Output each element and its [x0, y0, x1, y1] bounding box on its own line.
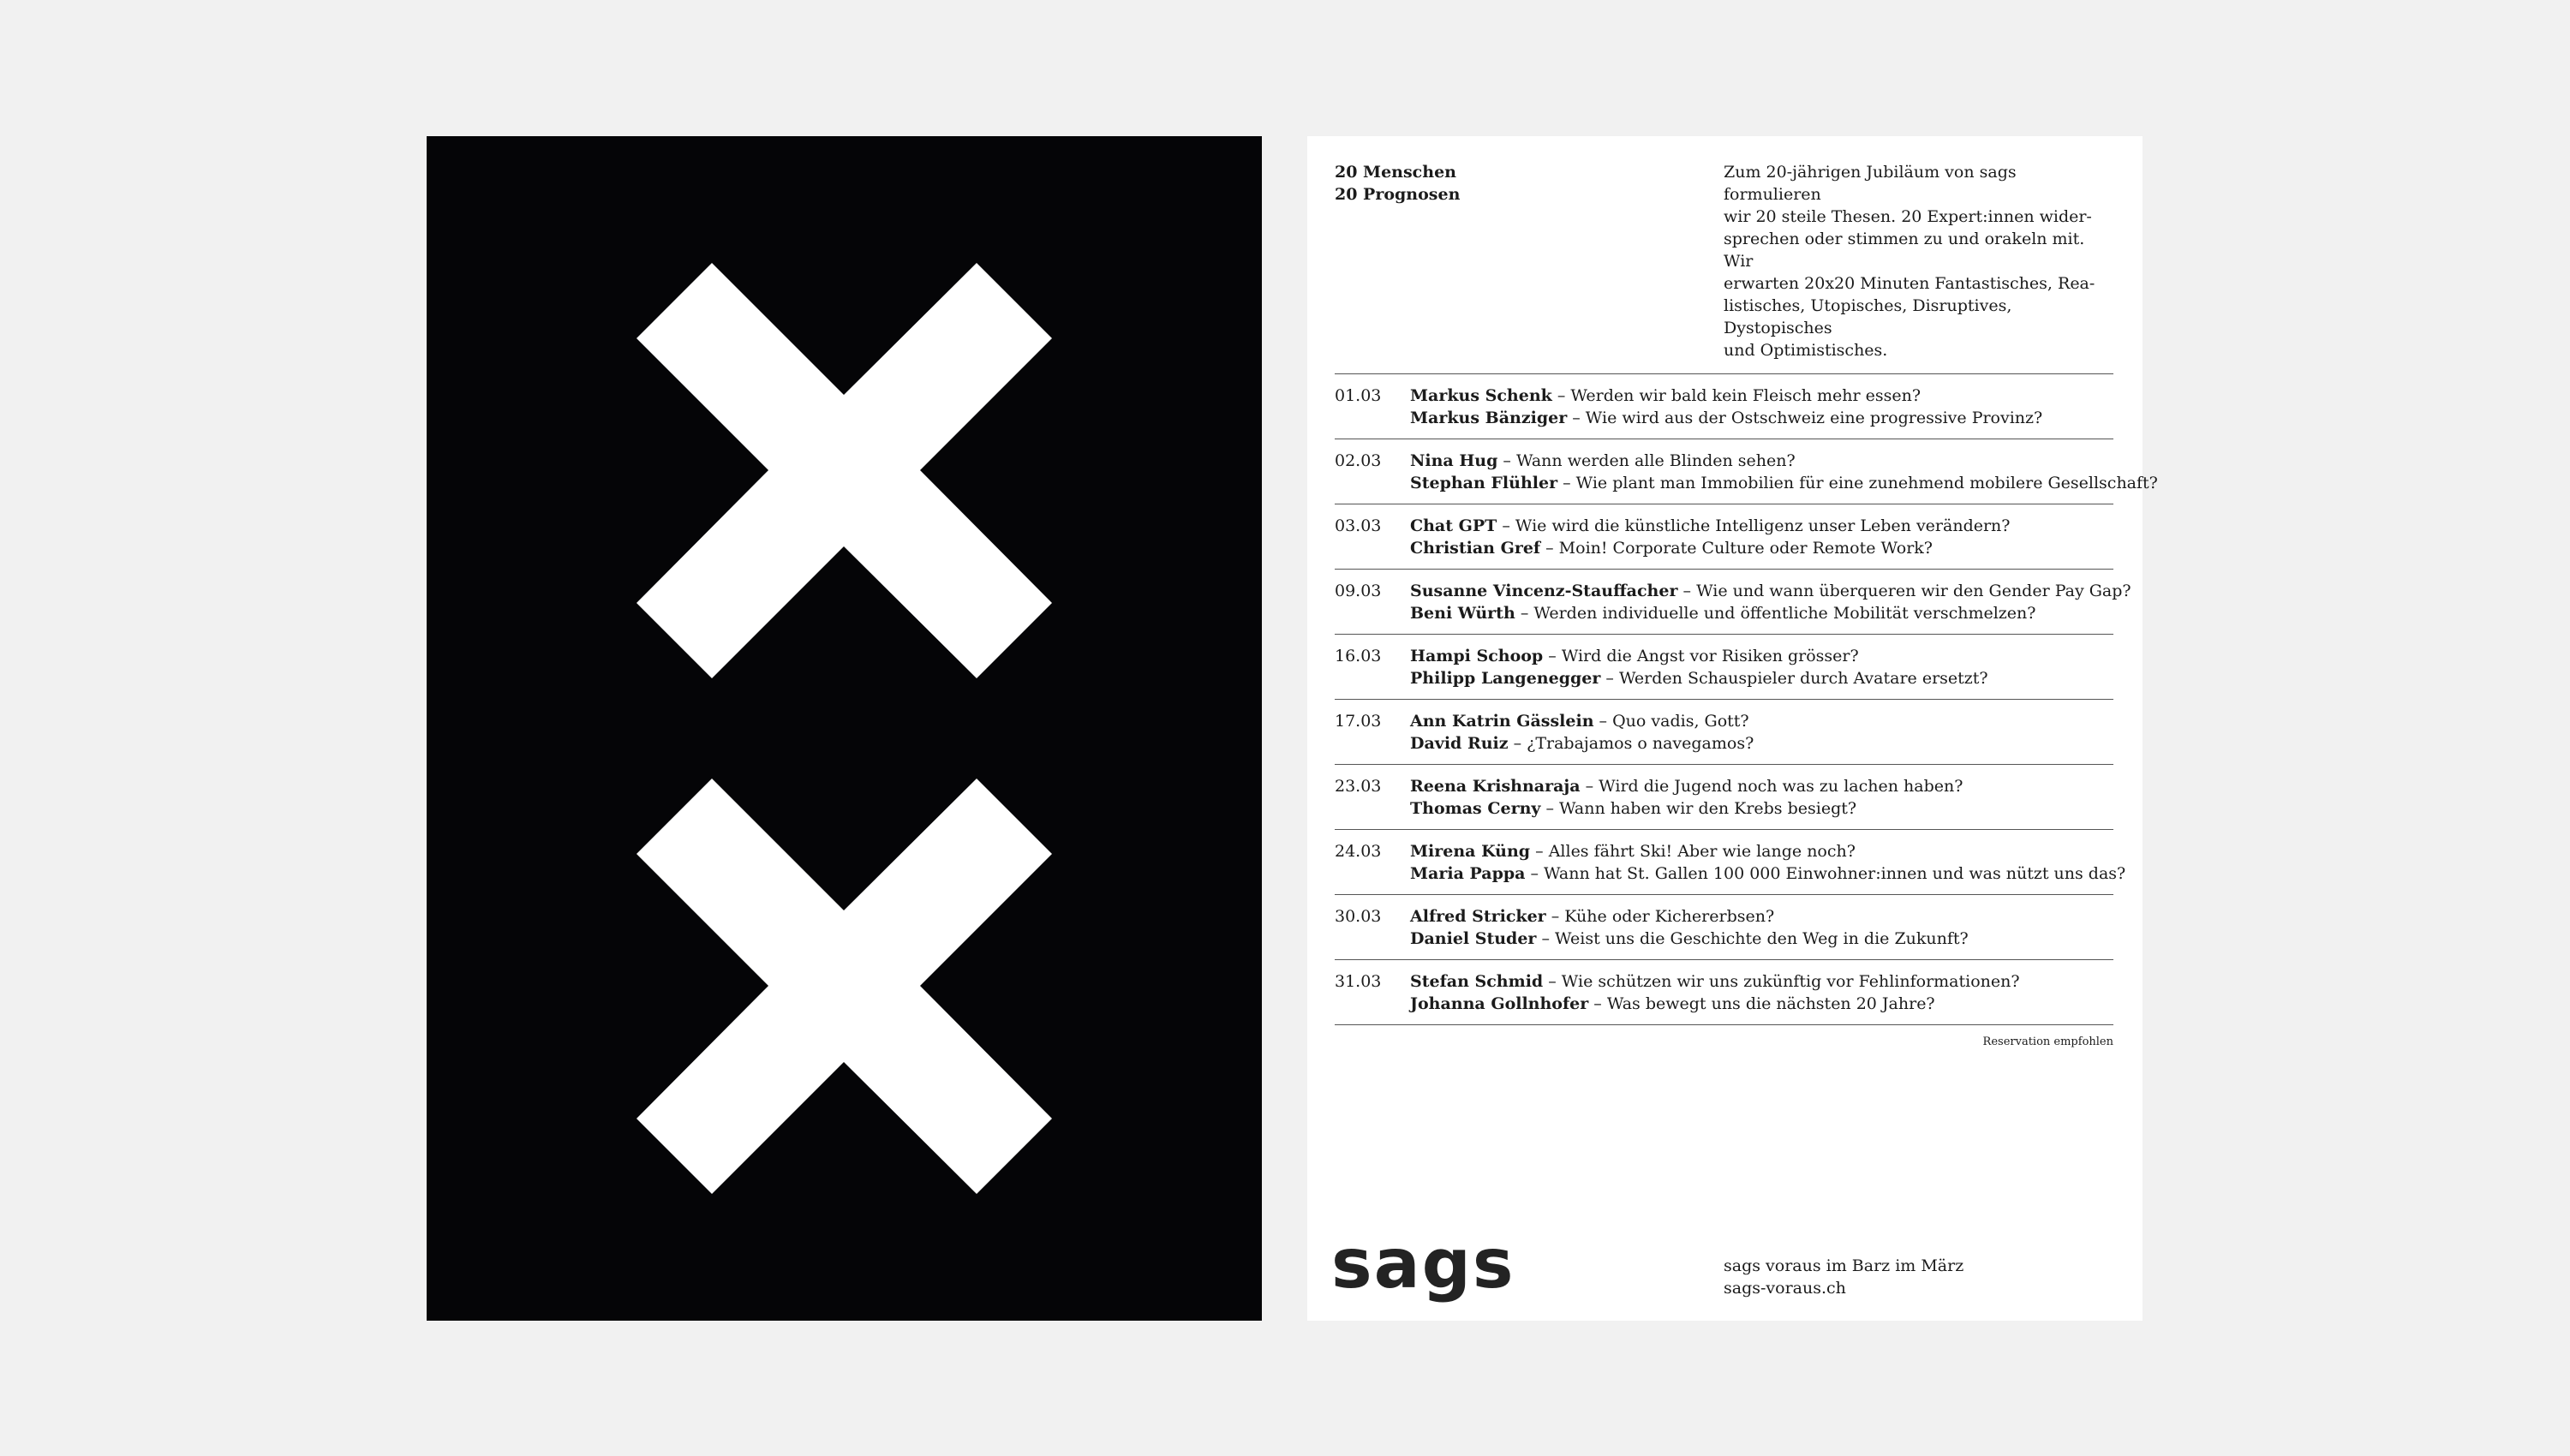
talk-question: – Werden individuelle und öffentliche Mobilität verschmelzen?	[1515, 604, 2036, 623]
intro-line: Zum 20-jährigen Jubiläum von sags formulieren	[1724, 163, 2017, 204]
schedule-date: 24.03	[1335, 842, 1382, 861]
schedule-list	[1335, 373, 2158, 1025]
schedule-row	[1335, 700, 2113, 765]
schedule-talks	[1410, 515, 2010, 559]
flyer-back	[1307, 136, 2158, 1321]
talk-line	[1410, 667, 1988, 689]
schedule-date: 16.03	[1335, 647, 1382, 665]
schedule-row	[1335, 830, 2126, 895]
talk-question: – Wann haben wir den Krebs besiegt?	[1540, 799, 1857, 818]
schedule-date: 30.03	[1335, 907, 1382, 926]
speaker-name: Ann Katrin Gässlein	[1410, 712, 1594, 731]
schedule-date: 31.03	[1335, 972, 1382, 991]
speaker-name: Daniel Studer	[1410, 929, 1537, 948]
x-cross-bottom-icon	[637, 779, 1052, 1194]
schedule-row	[1335, 374, 2113, 439]
footer-website: sags-voraus.ch	[1724, 1279, 1846, 1298]
schedule-talks	[1410, 970, 2020, 1015]
talk-question: – Weist uns die Geschichte den Weg in die Zukunft?	[1536, 929, 1969, 948]
talk-line	[1410, 602, 2131, 624]
talk-question: – Wann hat St. Gallen 100 000 Einwohner:innen und was nützt uns das?	[1525, 864, 2126, 883]
footer-event-line: sags voraus im Barz im März	[1724, 1256, 1964, 1275]
talk-question: – Wie wird aus der Ostschweiz eine progressive Provinz?	[1567, 409, 2043, 427]
talk-line	[1410, 580, 2131, 602]
schedule-date: 03.03	[1335, 516, 1382, 535]
intro-text	[1724, 161, 2113, 361]
talk-question: – Moin! Corporate Culture oder Remote Work?	[1540, 539, 1933, 558]
x-cross-top-icon	[637, 263, 1052, 678]
speaker-name: Hampi Schoop	[1410, 647, 1544, 665]
schedule-row	[1335, 765, 2113, 830]
schedule-talks	[1410, 775, 1963, 820]
talk-line	[1410, 515, 2010, 537]
schedule-row	[1335, 960, 2113, 1025]
speaker-name: Markus Schenk	[1410, 386, 1552, 405]
talk-question: – Wie und wann überqueren wir den Gender Pay Gap?	[1677, 582, 2131, 600]
talk-line	[1410, 797, 1963, 820]
x-cross-top-svg	[637, 263, 1052, 678]
talk-question: – Kühe oder Kichererbsen?	[1545, 907, 1775, 926]
talk-line	[1410, 710, 1754, 732]
talk-question: – Alles fährt Ski! Aber wie lange noch?	[1530, 842, 1856, 861]
speaker-name: Reena Krishnaraja	[1410, 777, 1581, 796]
talk-line	[1410, 928, 1969, 950]
speaker-name: Nina Hug	[1410, 451, 1498, 470]
schedule-talks	[1410, 450, 2158, 494]
talk-line	[1410, 775, 1963, 797]
talk-question: – Wie plant man Immobilien für eine zunehmend mobilere Gesellschaft?	[1557, 474, 2158, 492]
speaker-name: Beni Würth	[1410, 604, 1515, 623]
talk-line	[1410, 645, 1988, 667]
talk-question: – Werden Schauspieler durch Avatare ersetzt?	[1600, 669, 1988, 688]
schedule-row	[1335, 504, 2113, 570]
talk-question: – Werden wir bald kein Fleisch mehr essen?	[1551, 386, 1922, 405]
speaker-name: Johanna Gollnhofer	[1410, 994, 1589, 1013]
schedule-row	[1335, 570, 2131, 635]
talk-question: – Wie schützen wir uns zukünftig vor Fehlinformationen?	[1543, 972, 2020, 991]
talk-line	[1410, 537, 2010, 559]
x-cross-bottom-svg	[637, 779, 1052, 1194]
speaker-name: Christian Gref	[1410, 539, 1541, 558]
talk-line	[1410, 385, 2042, 407]
talk-question: – Wie wird die künstliche Intelligenz unser Leben verändern?	[1497, 516, 2011, 535]
schedule-row	[1335, 895, 2113, 960]
speaker-name: Maria Pappa	[1410, 864, 1526, 883]
speaker-name: Alfred Stricker	[1410, 907, 1546, 926]
talk-question: – Wird die Jugend noch was zu lachen haben?	[1580, 777, 1963, 796]
headline-line-2: 20 Prognosen	[1335, 185, 1461, 204]
schedule-row	[1335, 439, 2158, 504]
speaker-name: Chat GPT	[1410, 516, 1497, 535]
talk-line	[1410, 840, 2125, 862]
schedule-date: 17.03	[1335, 712, 1382, 731]
talk-line	[1410, 993, 2020, 1015]
talk-question: – Wird die Angst vor Risiken grösser?	[1543, 647, 1859, 665]
footer-info	[1724, 1255, 1963, 1299]
schedule-date: 02.03	[1335, 451, 1382, 470]
talk-line	[1410, 450, 2158, 472]
talk-question: – Was bewegt uns die nächsten 20 Jahre?	[1588, 994, 1935, 1013]
speaker-name: Stefan Schmid	[1410, 972, 1544, 991]
event-headline	[1335, 161, 1460, 206]
reservation-note: Reservation empfohlen	[1982, 1035, 2113, 1048]
talk-line	[1410, 970, 2020, 993]
talk-question: – Quo vadis, Gott?	[1593, 712, 1749, 731]
flyer-front	[427, 136, 1262, 1321]
speaker-name: Markus Bänziger	[1410, 409, 1568, 427]
schedule-date: 01.03	[1335, 386, 1382, 405]
talk-line	[1410, 407, 2042, 429]
talk-line	[1410, 862, 2125, 885]
intro-line: erwarten 20x20 Minuten Fantastisches, Rea-	[1724, 274, 2095, 293]
speaker-name: Mirena Küng	[1410, 842, 1531, 861]
intro-line: sprechen oder stimmen zu und orakeln mit. Wir	[1724, 230, 2085, 271]
schedule-talks	[1410, 840, 2125, 885]
schedule-talks	[1410, 580, 2131, 624]
sags-logo: sags	[1331, 1224, 1515, 1304]
speaker-name: Stephan Flühler	[1410, 474, 1558, 492]
speaker-name: Philipp Langenegger	[1410, 669, 1601, 688]
schedule-date: 09.03	[1335, 582, 1382, 600]
talk-line	[1410, 472, 2158, 494]
talk-line	[1410, 732, 1754, 755]
schedule-talks	[1410, 710, 1754, 755]
speaker-name: David Ruiz	[1410, 734, 1509, 753]
headline-line-1: 20 Menschen	[1335, 163, 1456, 182]
speaker-name: Susanne Vincenz-Stauffacher	[1410, 582, 1678, 600]
schedule-row	[1335, 635, 2113, 700]
talk-line	[1410, 905, 1969, 928]
intro-line: wir 20 steile Thesen. 20 Expert:innen wider-	[1724, 207, 2092, 226]
talk-question: – Wann werden alle Blinden sehen?	[1497, 451, 1796, 470]
schedule-talks	[1410, 645, 1988, 689]
intro-line: listisches, Utopisches, Disruptives, Dystopisches	[1724, 296, 2012, 337]
intro-line: und Optimistisches.	[1724, 341, 1888, 360]
schedule-talks	[1410, 385, 2042, 429]
talk-question: – ¿Trabajamos o navegamos?	[1508, 734, 1754, 753]
schedule-talks	[1410, 905, 1969, 950]
schedule-date: 23.03	[1335, 777, 1382, 796]
speaker-name: Thomas Cerny	[1410, 799, 1541, 818]
